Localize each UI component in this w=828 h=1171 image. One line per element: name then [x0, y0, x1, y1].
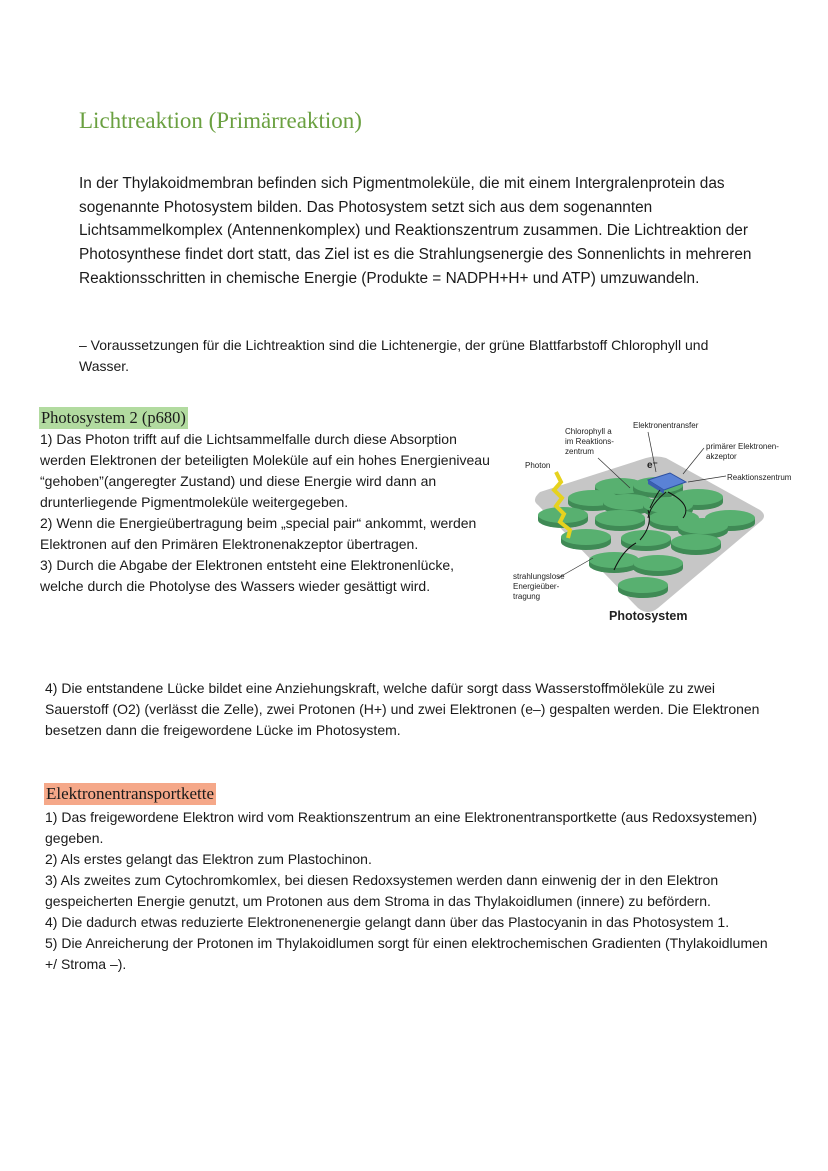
etk-step-4: 4) Die dadurch etwas reduzierte Elektronenenergie gelangt dann über das Plastocyanin in das Photosystem 1.	[45, 914, 730, 930]
photon-label: Photon	[525, 461, 551, 470]
etk-step-3: 3) Als zweites zum Cytochromkomlex, bei diesen Redoxsystemen werden dann einwenig der in den Elektron gespeicherten Energie genutzt, um Protonen aus dem Stroma in das Thylakoidlumen (innere) zu befördern.	[45, 872, 719, 909]
page-title: Lichtreaktion (Primärreaktion)	[79, 108, 362, 133]
photosystem2-heading: Photosystem 2 (p680)	[41, 408, 186, 427]
photosystem2-step-3: 3) Durch die Abgabe der Elektronen entsteht eine Elektronenlücke, welche durch die Photolyse des Wassers wieder gesättigt wird.	[40, 557, 455, 594]
chlorophyll-label-line-1: Chlorophyll a	[565, 427, 612, 436]
photosystem2-steps	[40, 429, 500, 597]
prerequisites-paragraph: – Voraussetzungen für die Lichtreaktion sind die Lichtenergie, der grüne Blattfarbstoff Chlorophyll und Wasser.	[79, 337, 709, 374]
pigment-disc	[671, 534, 721, 550]
pigment-disc	[589, 552, 639, 568]
etk-step-1: 1) Das freigewordene Elektron wird vom Reaktionszentrum an eine Elektronentransportkette (aus Redoxsystemen) gegeben.	[45, 809, 758, 846]
intro-paragraph: In der Thylakoidmembran befinden sich Pigmentmoleküle, die mit einem Intergralenprotein das sogenannte Photosystem bilden. Das Photosystem setzt sich aus dem sogenannten Lichtsammelkomplex (Antennenkomplex) und Reaktionszentrum zusammen. Die Lichtreaktion der Photosynthese findet dort statt, das Ziel ist es die Strahlungsenergie des Sonnenlichts in mehreren Reaktionsschritten in chemische Energie (Produkte = NADPH+H+ und ATP) umzuwandeln.	[79, 175, 752, 287]
radiationless-label-line-2: Energieüber-	[513, 582, 560, 591]
photosystem2-step-4: 4) Die entstandene Lücke bildet eine Anziehungskraft, welche dafür sorgt dass Wasserstoffmöleküle zu zwei Sauerstoff (O2) (verlässt die Zelle), zwei Protonen (H+) und zwei Elektronen (e–) gespalten werden. Die Elektronen besetzen dann die freigewordene Lücke im Photosystem.	[45, 680, 760, 738]
electron-label: e⁻	[647, 460, 658, 471]
radiationless-label-line-3: tragung	[513, 592, 541, 601]
pigment-disc	[633, 555, 683, 571]
chlorophyll-label-line-2: im Reaktions-	[565, 437, 614, 446]
primary-acceptor-label-line-2: akzeptor	[706, 452, 737, 461]
etk-step-5: 5) Die Anreicherung der Protonen im Thylakoidlumen sorgt für einen elektrochemischen Gradienten (Thylakoidlumen +/ Stroma –).	[45, 935, 768, 972]
figure-caption: Photosystem	[609, 609, 688, 623]
photosystem2-step-1: 1) Das Photon trifft auf die Lichtsammelfalle durch diese Absorption werden Elektronen der beteiligten Moleküle auf ein hohes Energieniveau “gehoben”(angeregter Zustand) und diese Energie wird dann an drunterliegende Pigmentmoleküle weitergegeben.	[40, 431, 490, 510]
pigment-disc	[678, 518, 728, 534]
photosystem2-step-2: 2) Wenn die Energieübertragung beim „special pair“ ankommt, werden Elektronen auf den Primären Elektronenakzeptor übertragen.	[40, 515, 477, 552]
radiationless-label-line-1: strahlungslose	[513, 572, 565, 581]
elektronentransfer-label: Elektronentransfer	[633, 421, 699, 430]
etk-heading: Elektronentransportkette	[46, 784, 215, 803]
etk-step-2: 2) Als erstes gelangt das Elektron zum Plastochinon.	[45, 851, 372, 867]
primary-acceptor-label-line-1: primärer Elektronen-	[706, 442, 779, 451]
pigment-disc	[618, 577, 668, 593]
reaction-center-label: Reaktionszentrum	[727, 473, 792, 482]
chlorophyll-label-line-3: zentrum	[565, 447, 594, 456]
etk-steps	[45, 807, 780, 975]
photosystem-figure	[498, 410, 816, 632]
pigment-disc	[595, 510, 645, 526]
